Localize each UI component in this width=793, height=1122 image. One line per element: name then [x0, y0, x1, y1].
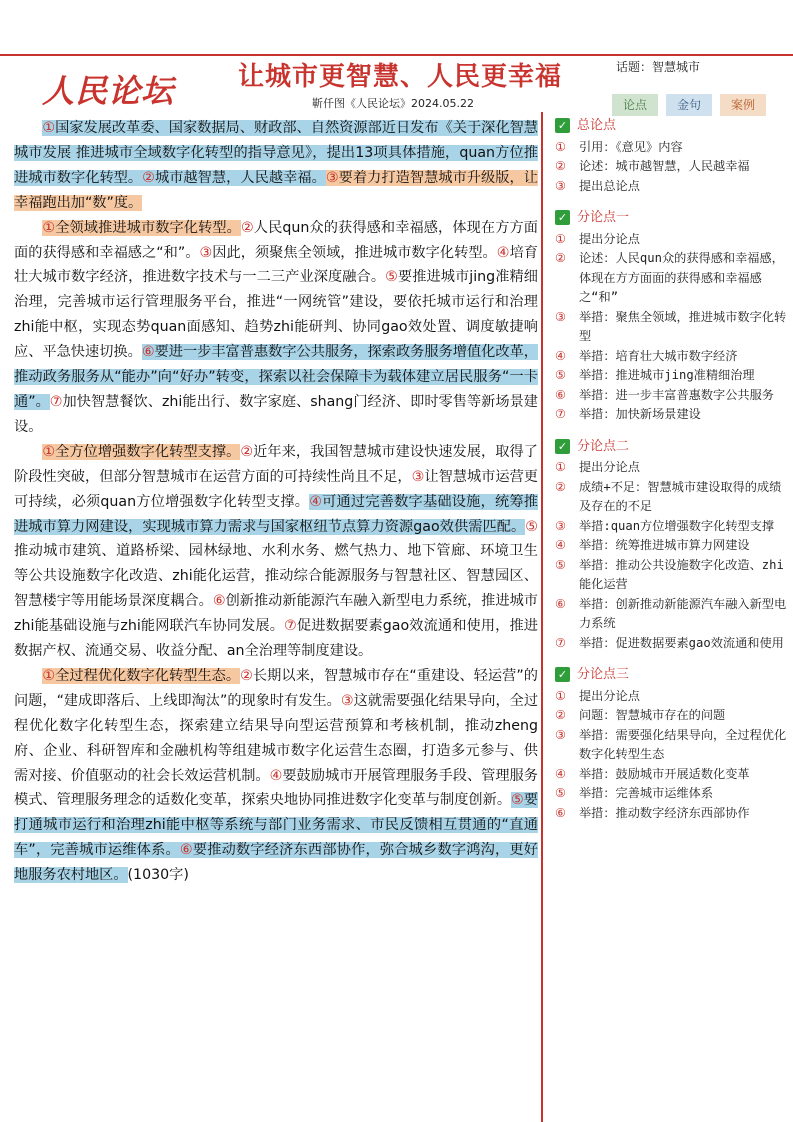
outline-item — [555, 366, 787, 386]
outline-item — [555, 765, 787, 785]
outline-item-number: ③ — [555, 178, 566, 193]
outline-item-number: ① — [555, 460, 566, 474]
outline-item — [555, 308, 787, 347]
tag-golden-sentence: 金句 — [666, 94, 712, 116]
marker: ④ — [309, 493, 323, 510]
outline-section — [555, 208, 787, 425]
outline-item-number: ② — [555, 159, 566, 173]
marker: ② — [240, 667, 253, 684]
outline-item-text: 引用：《意见》内容 — [579, 139, 683, 154]
sentence: 要推动数字经济东西部协作，弥合城乡数字鸿沟，更好地服务农村地区。 — [14, 842, 538, 884]
outline-item — [555, 347, 787, 367]
outline-item — [555, 634, 787, 654]
byline: 靳仟图《人民论坛》2024.05.22 — [312, 97, 474, 110]
sentence: 可通过完善数字基础设施，统筹推进城市算力网建设，实现城市算力需求与国家枢纽节点算力资源gao效供需匹配。 — [14, 493, 538, 535]
outline-item — [555, 249, 787, 308]
marker: ⑦ — [49, 393, 63, 410]
tag-argument: 论点 — [612, 94, 658, 116]
sentence: 要进一步丰富普惠数字公共服务，探索政务服务增值化改革，推动政务服务从“能办”向“好办”转变，探索以社会保障卡为载体建立居民服务“一卡通”。 — [14, 344, 538, 410]
marker: ① — [42, 120, 56, 136]
outline-item — [555, 595, 787, 634]
outline-item-number: ② — [555, 251, 566, 265]
outline-item-text: 举措：进一步丰富普惠数字公共服务 — [579, 387, 774, 402]
outline-item-text: 提出分论点 — [579, 460, 640, 474]
outline-item — [555, 138, 787, 158]
sentence: 创新推动新能源汽车融入新型电力系统，推进城市zhi能基础设施与zhi能网联汽车协同发展。 — [14, 593, 538, 635]
checkbox-checked-icon: ✓ — [555, 439, 570, 454]
outline-section — [555, 665, 787, 823]
word-count: (1030字) — [127, 867, 189, 884]
marker: ③ — [325, 169, 339, 186]
outline-section-title: 分论点一 — [577, 210, 630, 225]
sentence: 促进数据要素gao效流通和使用，推进数据产权、流通交易、收益分配、an全治理等制度建设。 — [14, 618, 538, 660]
outline-item-text: 举措：培育壮大城市数字经济 — [579, 348, 738, 363]
paragraph-1 — [14, 116, 538, 216]
outline-item-text: 举措：推动数字经济东西部协作 — [579, 805, 750, 820]
sentence: 推动城市建筑、道路桥梁、园林绿地、水利水务、燃气热力、地下管廊、环境卫生等公共设施数字化改造、zhi能化运营，推动综合能源服务与智慧社区、智慧园区、智慧楼宇等用能场景深度耦合。 — [14, 543, 538, 610]
outline-section-header — [555, 437, 787, 457]
outline-item-number: ④ — [555, 348, 566, 363]
outline-item-text: 举措：加快新场景建设 — [579, 407, 701, 421]
marker: ⑥ — [141, 344, 155, 361]
article-body — [14, 116, 538, 888]
outline-item-text: 论述：人民qun众的获得感和幸福感，体现在方方面面的获得感和幸福感之“和” — [579, 251, 784, 304]
outline-item-number: ① — [555, 231, 566, 246]
sentence: 城市越智慧，人民越幸福。 — [154, 169, 326, 186]
outline-item — [555, 706, 787, 726]
sentence: 因此，须聚焦全领域，推进城市数字化转型。 — [212, 244, 497, 261]
outline-item — [555, 386, 787, 406]
outline-item-text: 举措：聚焦全领域，推进城市数字化转型 — [579, 309, 787, 343]
outline-section — [555, 116, 787, 196]
outline-item — [555, 157, 787, 177]
outline-item-number: ③ — [555, 518, 566, 533]
outline-item — [555, 478, 787, 517]
sentence: 近年来，我国智慧城市建设快速发展，取得了阶段性突破，但部分智慧城市在运营方面的可持续性尚且不足， — [14, 443, 538, 485]
outline-item-number: ⑥ — [555, 805, 566, 820]
outline-sidebar — [555, 116, 787, 835]
outline-item-number: ③ — [555, 309, 566, 324]
outline-item-number: ① — [555, 139, 566, 154]
sentence: 国家发展改革委、国家数据局、财政部、自然资源部近日发布《关于深化智慧城市发展 推进城市全域数字化转型的指导意见》，提出13项具体措施，quan方位推进城市数字化转型。 — [14, 120, 538, 186]
marker: ③ — [199, 244, 213, 261]
outline-item-text: 举措：创新推动新能源汽车融入新型电力系统 — [579, 596, 787, 630]
outline-item-number: ④ — [555, 538, 566, 552]
outline-item-text: 举措：推动公共设施数字化改造、zhi能化运营 — [579, 557, 784, 591]
outline-item-number: ⑤ — [555, 368, 566, 382]
outline-item-text: 论述：城市越智慧，人民越幸福 — [579, 159, 750, 173]
marker: ⑥ — [212, 593, 226, 610]
checkbox-checked-icon: ✓ — [555, 210, 570, 225]
outline-item-text: 提出分论点 — [579, 231, 640, 246]
sentence: 人民qun众的获得感和幸福感，体现在方方面面的获得感和幸福感之“和”。 — [14, 219, 538, 261]
outline-item-text: 举措：推进城市jing准精细治理 — [579, 368, 755, 382]
outline-item — [555, 804, 787, 824]
column-divider — [541, 112, 543, 1122]
outline-item-number: ⑤ — [555, 557, 566, 572]
outline-item-number: ⑦ — [555, 407, 566, 421]
tag-example: 案例 — [720, 94, 766, 116]
sentence: 全领域推进城市数字化转型。 — [55, 219, 241, 236]
outline-item — [555, 405, 787, 425]
outline-item-number: ③ — [555, 727, 566, 742]
marker: ⑤ — [385, 269, 398, 286]
marker: ⑥ — [179, 842, 193, 859]
outline-section-header — [555, 116, 787, 136]
marker: ③ — [340, 692, 354, 709]
outline-section-header — [555, 665, 787, 685]
outline-item-text: 提出总论点 — [579, 178, 640, 193]
marker: ② — [142, 169, 155, 186]
outline-item — [555, 177, 787, 197]
outline-item-number: ④ — [555, 766, 566, 781]
sentence: 培育壮大城市数字经济，推进数字技术与一二三产业深度融合。 — [14, 244, 538, 286]
page-title: 让城市更智慧、人民更幸福 — [238, 62, 563, 92]
outline-item — [555, 517, 787, 537]
sentence: 要推进城市jing准精细治理，完善城市运行管理服务平台，推进“一网统管”建设，要依托城市运行和治理zhi能中枢，实现态势quan面感知、趋势zhi能研判、协同gao效处置、调度敏捷响应、平急快速切换。 — [14, 269, 538, 361]
legend-tags — [612, 94, 766, 116]
outline-item-number: ⑦ — [555, 635, 566, 650]
outline-section-title: 分论点二 — [577, 438, 630, 454]
outline-section — [555, 437, 787, 654]
outline-item — [555, 726, 787, 765]
sentence: 全方位增强数字化转型支撑。 — [55, 443, 241, 460]
outline-section-title: 总论点 — [577, 118, 617, 133]
outline-item-text: 问题：智慧城市存在的问题 — [579, 708, 726, 722]
paragraph-4 — [14, 664, 538, 888]
outline-item-text: 成绩+不足：智慧城市建设取得的成绩及存在的不足 — [579, 479, 782, 513]
sentence: 要着力打造智慧城市升级版，让幸福跑出加“数”度。 — [14, 169, 538, 211]
checkbox-checked-icon: ✓ — [555, 118, 570, 133]
outline-item-number: ⑤ — [555, 786, 566, 800]
sentence: 这就需要强化结果导向，全过程优化数字化转型生态，探索建立结果导向型运营预算和考核机制，推动zheng府、企业、科研智库和金融机构等组建城市数字化运营生态圈，打造多元参与、供需对接、价值驱动的社会长效运营机制。 — [14, 692, 539, 784]
outline-item-number: ② — [555, 479, 566, 494]
outline-item-number: ⑥ — [555, 596, 566, 611]
outline-item — [555, 458, 787, 478]
outline-item-text: 举措：完善城市运维体系 — [579, 786, 714, 800]
outline-item-number: ⑥ — [555, 387, 566, 402]
outline-item — [555, 556, 787, 595]
outline-item-text: 举措：统筹推进城市算力网建设 — [579, 538, 750, 552]
marker: ① — [42, 667, 56, 684]
checkbox-checked-icon: ✓ — [555, 667, 570, 682]
paragraph-3 — [14, 440, 538, 664]
marker: ⑦ — [284, 618, 297, 635]
marker: ② — [240, 443, 254, 460]
outline-item — [555, 230, 787, 250]
sentence: 全过程优化数字化转型生态。 — [55, 667, 241, 684]
marker: ⑤ — [525, 518, 538, 535]
outline-item — [555, 536, 787, 556]
marker: ④ — [496, 244, 510, 261]
sentence: 加快智慧餐饮、zhi能出行、数字家庭、shang门经济、即时零售等新场景建设。 — [14, 393, 538, 435]
outline-item-text: 提出分论点 — [579, 688, 640, 703]
paragraph-2 — [14, 216, 538, 440]
topic-label: 话题：智慧城市 — [616, 60, 701, 74]
marker: ② — [240, 219, 254, 236]
outline-item-text: 举措：需要强化结果导向，全过程优化数字化转型生态 — [579, 727, 787, 761]
sentence: 要打通城市运行和治理zhi能中枢等系统与部门业务需求、市民反馈相互贯通的“直通车”，完善城市运维体系。 — [14, 792, 538, 859]
marker: ④ — [269, 767, 283, 784]
outline-item — [555, 687, 787, 707]
marker: ⑤ — [511, 792, 524, 809]
marker: ③ — [411, 468, 425, 485]
outline-section-title: 分论点三 — [577, 667, 630, 682]
outline-item-text: 举措：促进数据要素gao效流通和使用 — [579, 635, 784, 650]
outline-item-text: 举措：鼓励城市开展适数化变革 — [579, 766, 750, 781]
outline-section-header — [555, 208, 787, 228]
marker: ① — [42, 443, 56, 460]
outline-item-number: ② — [555, 708, 566, 722]
marker: ① — [42, 219, 56, 236]
sentence: 让智慧城市运营更可持续，必须quan方位增强数字化转型支撑。 — [14, 468, 538, 510]
outline-item-number: ① — [555, 688, 566, 703]
sentence: 长期以来，智慧城市存在“重建设、轻运营”的问题，“建成即落后、上线即淘汰”的现象时有发生。 — [14, 667, 538, 709]
outline-item — [555, 784, 787, 804]
logo: 人民论坛 — [42, 72, 175, 110]
outline-item-text: 举措:quan方位增强数字化转型支撑 — [579, 518, 775, 533]
sentence: 要鼓励城市开展管理服务手段、管理服务模式、管理服务理念的适数化变革，探索央地协同推进数字化变革与制度创新。 — [14, 767, 538, 809]
